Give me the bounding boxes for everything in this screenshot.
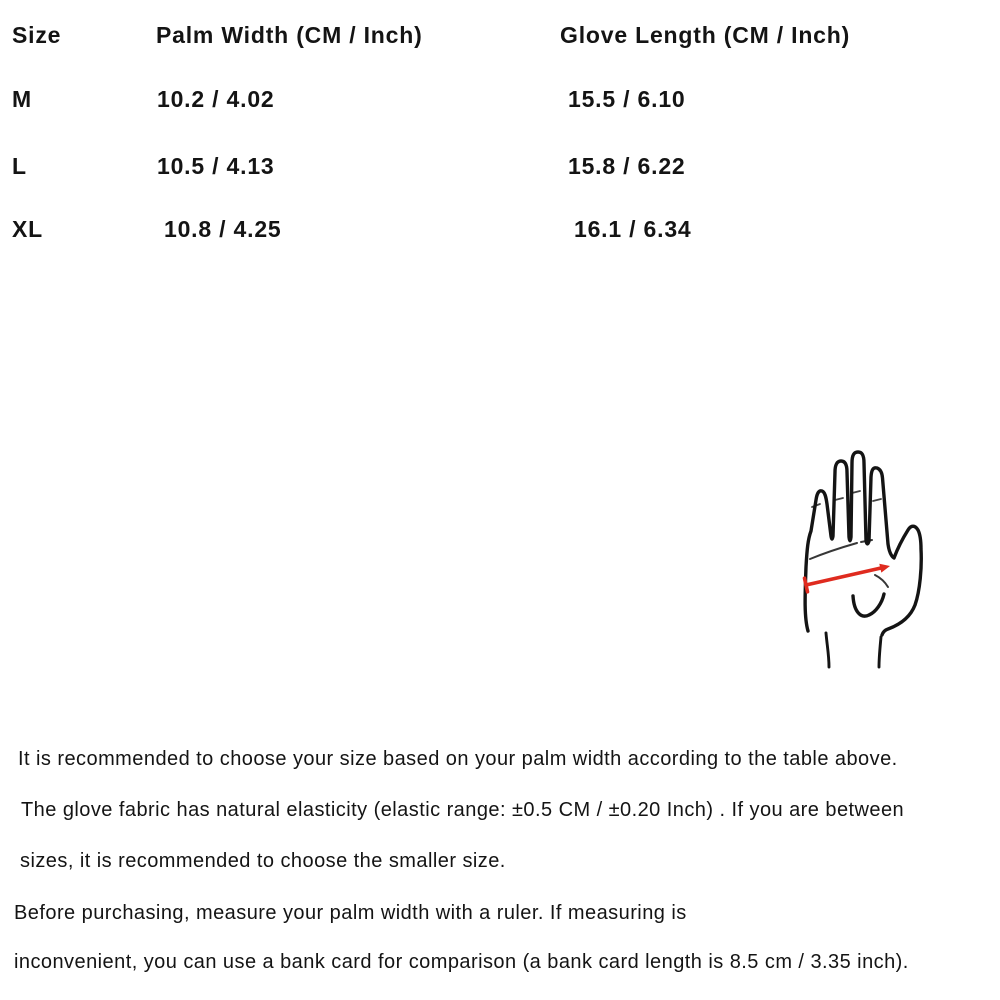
glove-length-value: 15.5 / 6.10 xyxy=(568,86,686,112)
palm-width-value: 10.5 / 4.13 xyxy=(157,153,275,179)
hand-outline-icon xyxy=(785,445,930,675)
table-row-size-xl xyxy=(0,216,1000,246)
arrow-head xyxy=(879,564,890,573)
finger-joint-mark xyxy=(873,499,881,501)
note-line-5: inconvenient, you can use a bank card for comparison (a bank card length is 8.5 cm / 3.35 inch). xyxy=(14,951,909,973)
table-header-row xyxy=(0,22,1000,52)
note-line-4: Before purchasing, measure your palm width with a ruler. If measuring is xyxy=(14,902,687,924)
palm-width-value: 10.2 / 4.02 xyxy=(157,86,275,112)
size-value: L xyxy=(12,153,27,179)
size-value: XL xyxy=(12,216,43,242)
palm-width-arrow-icon xyxy=(805,564,891,592)
finger-joint-mark xyxy=(835,498,843,500)
hand-outline-path xyxy=(805,452,921,635)
note-line-2: The glove fabric has natural elasticity (elastic range: ±0.5 CM / ±0.20 Inch) . If you are between xyxy=(21,799,905,821)
col-header-size: Size xyxy=(12,22,62,48)
arrow-shaft xyxy=(806,568,881,585)
note-line-1: It is recommended to choose your size based on your palm width according to the table above. xyxy=(18,748,898,770)
glove-length-value: 16.1 / 6.34 xyxy=(574,216,692,242)
palm-crease-line xyxy=(810,543,857,559)
thumb-web-path xyxy=(853,594,884,616)
col-header-palm-width: Palm Width (CM / Inch) xyxy=(156,22,423,48)
note-line-3: sizes, it is recommended to choose the smaller size. xyxy=(20,850,506,872)
palm-width-value: 10.8 / 4.25 xyxy=(164,216,282,242)
wrist-right-line xyxy=(879,637,881,667)
thumb-base-crease xyxy=(875,575,888,587)
table-row-size-m xyxy=(0,86,1000,116)
size-chart-table xyxy=(0,0,1000,260)
palm-measurement-illustration xyxy=(785,445,930,675)
table-row-size-l xyxy=(0,153,1000,183)
col-header-glove-length: Glove Length (CM / Inch) xyxy=(560,22,851,48)
size-value: M xyxy=(12,86,32,112)
wrist-left-line xyxy=(826,633,829,667)
glove-length-value: 15.8 / 6.22 xyxy=(568,153,686,179)
